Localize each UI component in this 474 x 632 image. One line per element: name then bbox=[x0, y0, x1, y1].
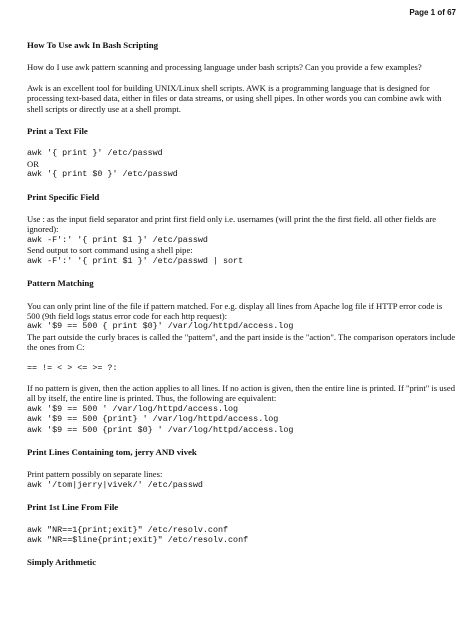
intro-paragraph: Awk is an excellent tool for building UNIX/Linux shell scripts. AWK is a programming language that is designed for processing text-based data, either in files or data streams, or using shell pipes. In other words you can combine awk with shell scripts or directly use at a shell prompt. bbox=[27, 82, 442, 114]
code-line: awk '{ print }' /etc/passwd bbox=[27, 148, 163, 159]
code-line: awk "NR==$line{print;exit}" /etc/resolv.conf bbox=[27, 535, 249, 545]
paragraph: Use : as the input field separator and print first field only i.e. usernames (will print the the first field. all other fields are ignored): bbox=[27, 214, 437, 235]
paragraph: Send output to sort command using a shell pipe: bbox=[27, 245, 193, 256]
code-line: awk -F':' '{ print $1 }' /etc/passwd | sort bbox=[27, 255, 244, 266]
document-title: How To Use awk In Bash Scripting bbox=[27, 40, 159, 50]
code-line: awk '$9 == 500 {print $0} ' /var/log/httpd/access.log bbox=[27, 424, 294, 435]
paragraph: If no pattern is given, then the action applies to all lines. If no action is given, then the entire line is printed. If "print" is used all by itself, the entire line is printed. Thus, the following are equivalent: bbox=[27, 382, 456, 404]
code-line: awk -F':' '{ print $1 }' /etc/passwd bbox=[27, 234, 208, 245]
code-line: awk '$9 == 500 { print $0}' /var/log/httpd/access.log bbox=[27, 321, 294, 332]
code-line: awk "NR==1{print;exit}" /etc/resolv.conf bbox=[27, 524, 229, 535]
code-line: awk '{ print $0 }' /etc/passwd bbox=[27, 169, 178, 180]
paragraph: The part outside the curly braces is called the "pattern", and the part inside is the "action". The comparison operators include the ones from C: bbox=[27, 331, 456, 353]
paragraph: You can only print line of the file if pattern matched. For e.g. display all lines from Apache log file if HTTP error code is 500 (9th field logs status error code for each http request): bbox=[27, 300, 443, 321]
section-heading-print-specific-field: Print Specific Field bbox=[27, 191, 100, 202]
code-line: awk '/tom|jerry|vivek/' /etc/passwd bbox=[27, 479, 203, 490]
paragraph: Print pattern possibly on separate lines: bbox=[27, 469, 163, 480]
section-heading-print-first-line: Print 1st Line From File bbox=[27, 502, 119, 513]
section-heading-pattern-matching: Pattern Matching bbox=[27, 278, 94, 289]
code-line: awk '$9 == 500 ' /var/log/httpd/access.log bbox=[27, 403, 239, 414]
section-heading-print-text-file: Print a Text File bbox=[27, 126, 88, 137]
page-number: Page 1 of 67 bbox=[409, 8, 456, 17]
section-heading-print-lines-containing: Print Lines Containing tom, jerry AND vivek bbox=[27, 446, 197, 457]
operators-line: == != < > <= >= ?: bbox=[27, 362, 118, 373]
section-heading-simply-arithmetic: Simply Arithmetic bbox=[27, 557, 97, 568]
document-body bbox=[27, 40, 457, 568]
code-line: awk '$9 == 500 {print} ' /var/log/httpd/access.log bbox=[27, 414, 279, 425]
or-text: OR bbox=[27, 158, 39, 169]
intro-question: How do I use awk pattern scanning and processing language under bash scripts? Can you provide a few examples? bbox=[27, 62, 422, 73]
